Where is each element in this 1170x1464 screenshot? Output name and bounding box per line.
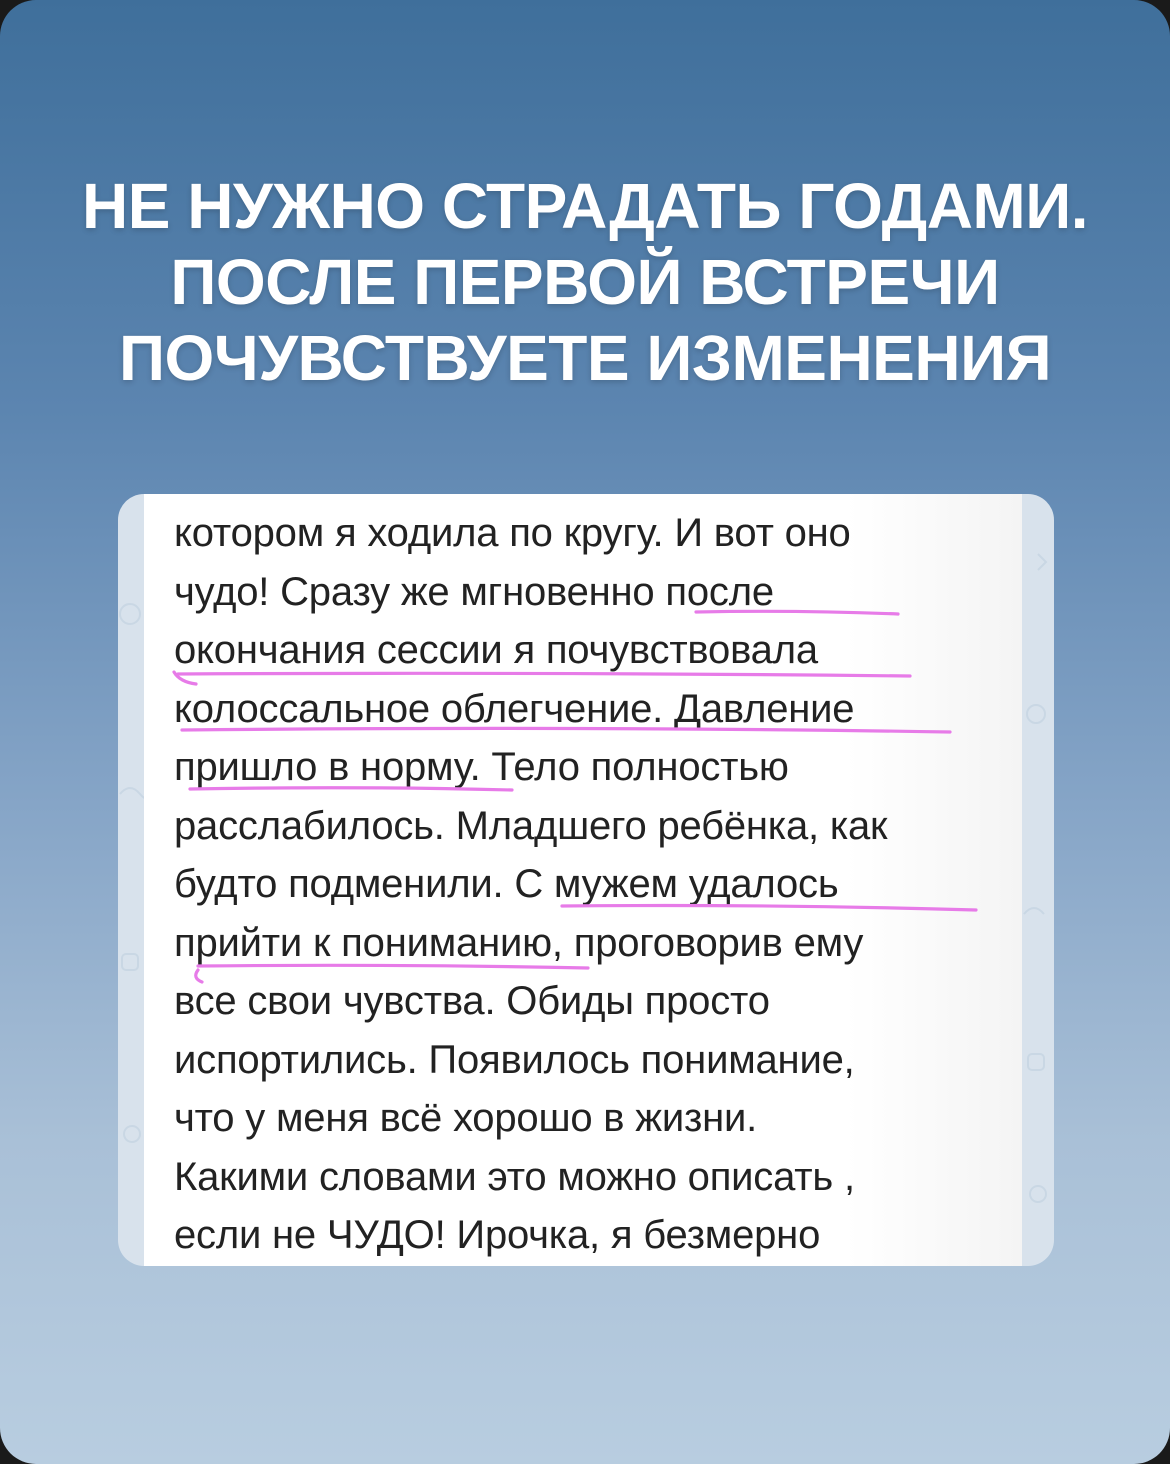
message-line: если не ЧУДО! Ирочка, я безмерно [174,1213,821,1257]
message-line: котором я ходила по кругу. И вот оно [174,511,851,555]
headline [40,168,1130,396]
message-line: все свои чувства. Обиды просто [174,979,770,1023]
chat-screenshot-card [118,494,1054,1266]
message-line: прийти к пониманию, проговорив ему [174,920,864,965]
message-line: окончания сессии я почувствовала [174,628,818,672]
message-line: колоссальное облегчение. Давление [174,686,855,731]
headline-line-1: НЕ НУЖНО СТРАДАТЬ ГОДАМИ. [82,170,1088,242]
message-line: что у меня всё хорошо в жизни. [174,1096,758,1140]
message-line: Какими словами это можно описать , [174,1154,855,1199]
message-line: испортились. Появилось понимание, [174,1037,855,1082]
message-line: будто подменили. С мужем удалось [174,862,839,906]
message-text [174,504,1034,1265]
headline-line-2: ПОСЛЕ ПЕРВОЙ ВСТРЕЧИ [170,246,1000,318]
headline-line-3: ПОЧУВСТВУЕТЕ ИЗМЕНЕНИЯ [118,322,1052,394]
message-line: чудо! Сразу же мгновенно после [174,569,774,614]
message-line: расслабилось. Младшего ребёнка, как [174,803,888,848]
message-line: пришло в норму. Тело полностью [174,745,789,789]
